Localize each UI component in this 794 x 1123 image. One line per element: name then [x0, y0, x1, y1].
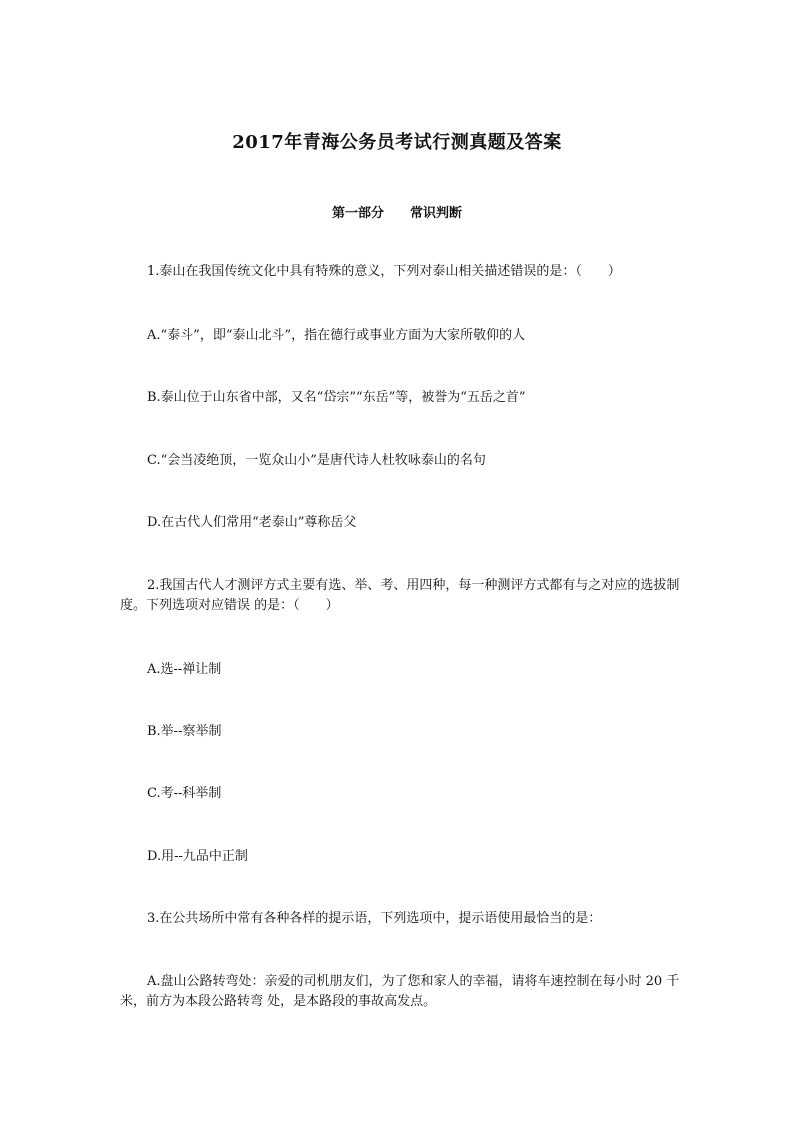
- section-part: 第一部分: [331, 206, 384, 221]
- question-1-option-c: C.“会当凌绝顶，一览众山小”是唐代诗人杜牧咏泰山的名句: [147, 453, 486, 468]
- question-1-stem: 1.泰山在我国传统文化中具有特殊的意义，下列对泰山相关描述错误的是：（ ）: [147, 264, 621, 279]
- question-1-option-a: A.“泰斗”，即“泰山北斗”，指在德行或事业方面为大家所敬仰的人: [147, 328, 526, 343]
- question-2-option-a: A.选--禅让制: [147, 662, 222, 677]
- question-2-option-b: B.举--察举制: [147, 724, 222, 739]
- section-name: 常识判断: [410, 206, 463, 221]
- question-2-option-d: D.用--九品中正制: [147, 849, 248, 864]
- section-heading: [0, 202, 794, 221]
- question-3-stem: 3.在公共场所中常有各种各样的提示语，下列选项中，提示语使用最恰当的是：: [147, 911, 602, 926]
- question-2-stem: 2.我国古代人才测评方式主要有选、举、考、用四种，每一种测评方式都有与之对应的选拔制度。下列选项对应错误 的是：（ ）: [120, 578, 680, 613]
- question-1-option-b: B.泰山位于山东省中部，又名“岱宗”“东岳”等，被誉为“五岳之首”: [147, 390, 526, 405]
- document-title: 2017年青海公务员考试行测真题及答案: [232, 132, 562, 153]
- question-3-option-a: A.盘山公路转弯处：亲爱的司机朋友们，为了您和家人的幸福，请将车速控制在每小时 20 千米，前方为本段公路转弯 处，是本路段的事故高发点。: [120, 974, 680, 1009]
- question-2-option-c: C.考--科举制: [147, 786, 222, 801]
- question-1-option-d: D.在古代人们常用“老泰山”尊称岳父: [147, 515, 357, 530]
